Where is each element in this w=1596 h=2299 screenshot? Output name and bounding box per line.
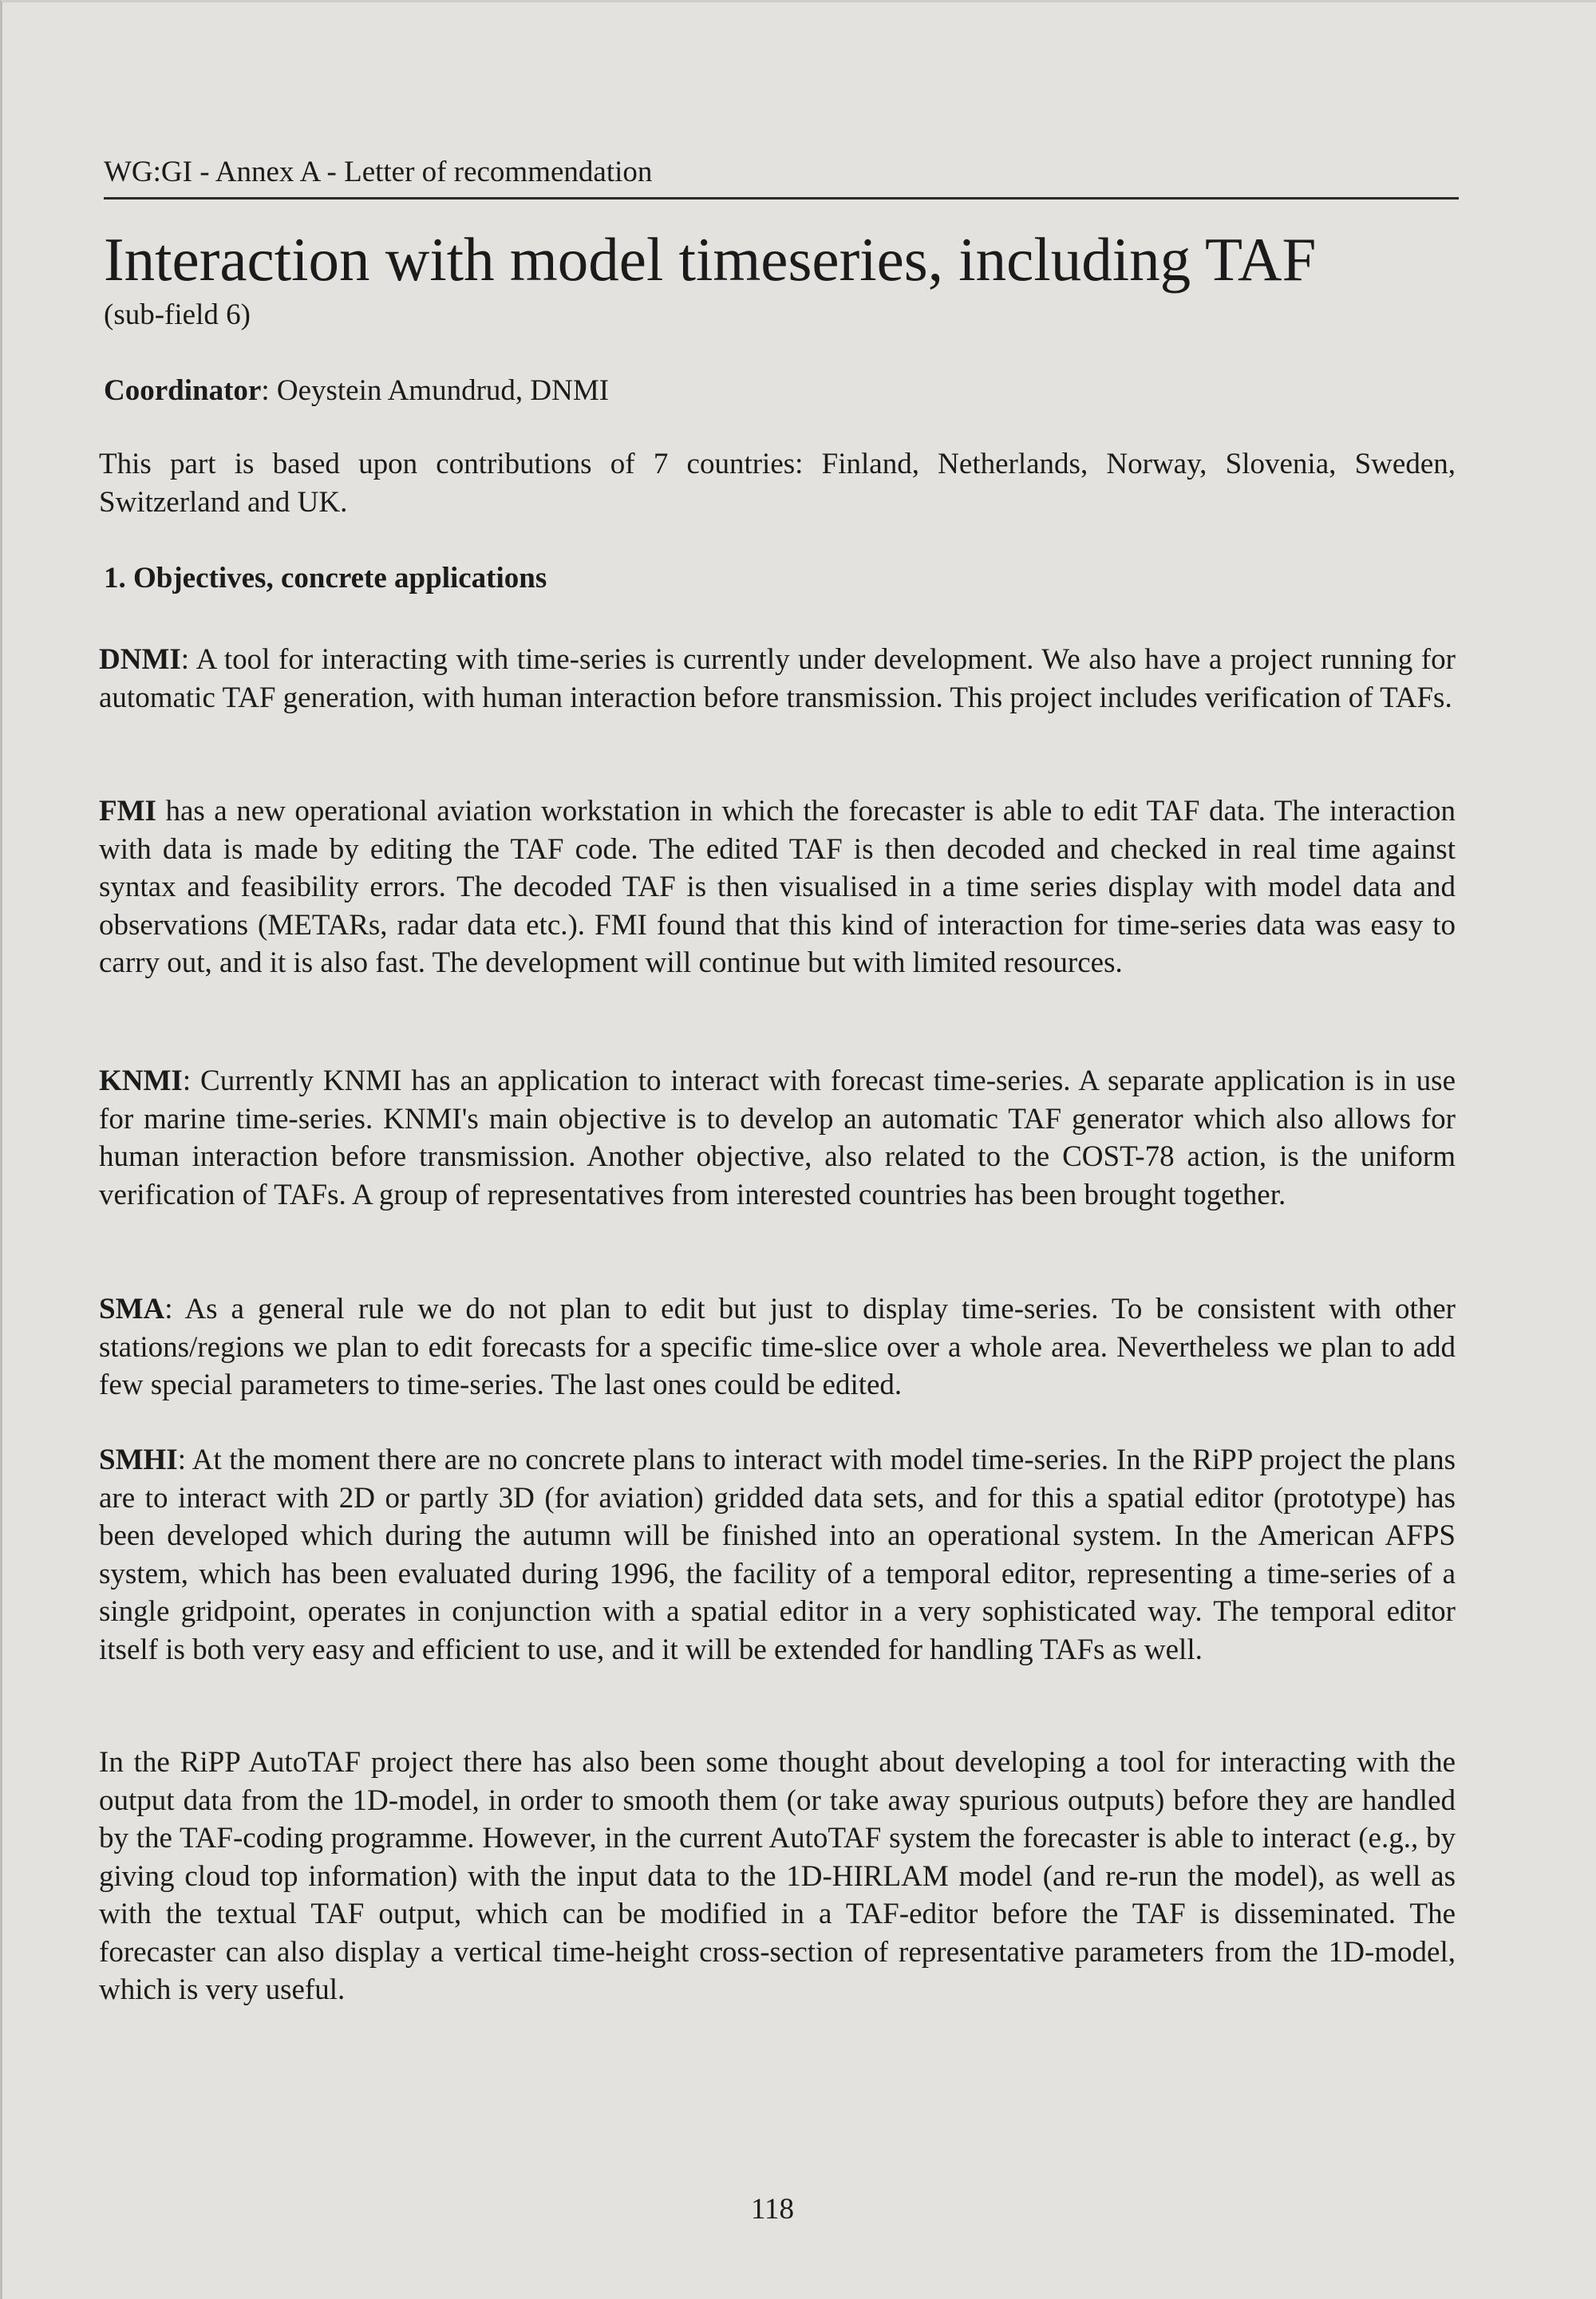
paragraph-lead: KNMI [99,1065,183,1097]
paragraph-lead: SMHI [99,1444,178,1476]
paragraph-autotaf [99,1744,1456,2009]
page-number: 118 [750,2193,795,2226]
page-subtitle: (sub-field 6) [104,298,251,331]
paragraph-lead: SMA [99,1293,165,1325]
section-heading: 1. Objectives, concrete applications [104,562,547,595]
intro-paragraph: This part is based upon contributions of 7 countries: Finland, Netherlands, Norway, Slovenia, Sweden, Switzerland and UK. [99,448,1456,519]
paragraph-text: : As a general rule we do not plan to edit but just to display time-series. To be consistent with other stations/regions we plan to edit forecasts for a specific time-slice over a whole area. Nevertheless we plan to add few special parameters to time-series. The last ones could be edited. [99,1293,1456,1401]
paragraph-knmi [99,1062,1456,1214]
paragraph-text: has a new operational aviation workstation in which the forecaster is able to edit TAF data. The interaction with data is made by editing the TAF code. The edited TAF is then decoded and checked in real time against syntax and feasibility errors. The decoded TAF is then visualised in a time series display with model data and observations (METARs, radar data etc.). FMI found that this kind of interaction for time-series data was easy to carry out, and it is also fast. The development will continue but with limited resources. [99,795,1456,979]
paragraph-sma [99,1290,1456,1404]
paragraph-lead: DNMI [99,643,181,676]
coordinator-line [104,373,609,409]
paragraph-text: : At the moment there are no concrete plans to interact with model time-series. In the RiPP project the plans are to interact with 2D or partly 3D (for aviation) gridded data sets, and for this a spatial editor (prototype) has been developed which during the autumn will be finished into an operational system. In the American AFPS system, which has been evaluated during 1996, the facility of a temporal editor, representing a time-series of a single gridpoint, operates in conjunction with a spatial editor in a very sophisticated way. The temporal editor itself is both very easy and efficient to use, and it will be extended for handling TAFs as well. [99,1444,1456,1666]
paragraph-text: In the RiPP AutoTAF project there has also been some thought about developing a tool for interacting with the output data from the 1D-model, in order to smooth them (or take away spurious outputs) before they are handled by the TAF-coding programme. However, in the current AutoTAF system the forecaster is able to interact (e.g., by giving cloud top information) with the input data to the 1D-HIRLAM model (and re-run the model), as well as with the textual TAF output, which can be modified in a TAF-editor before the TAF is disseminated. The forecaster can also display a vertical time-height cross-section of representative parameters from the 1D-model, which is very useful. [99,1746,1456,2006]
paragraph-dnmi [99,641,1456,717]
paragraph-smhi [99,1441,1456,1669]
running-head-text: WG:GI - Annex A - Letter of recommendation [104,156,653,188]
paragraph-fmi [99,792,1456,982]
coordinator-label: Coordinator [104,374,262,407]
running-header [104,151,1459,199]
page-title: Interaction with model timeseries, including TAF [104,225,1317,294]
paragraph-lead: FMI [99,795,156,828]
paragraph-text: : Currently KNMI has an application to interact with forecast time-series. A separate application is in use for marine time-series. KNMI's main objective is to develop an automatic TAF generator which also allows for human interaction before transmission. Another objective, also related to the COST-78 action, is the uniform verification of TAFs. A group of representatives from interested countries has been brought together. [99,1065,1456,1211]
coordinator-value: : Oeystein Amundrud, DNMI [261,374,610,407]
paragraph-text: : A tool for interacting with time-series is currently under development. We also have a project running for automatic TAF generation, with human interaction before transmission. This project includes verification of TAFs. [99,643,1456,714]
